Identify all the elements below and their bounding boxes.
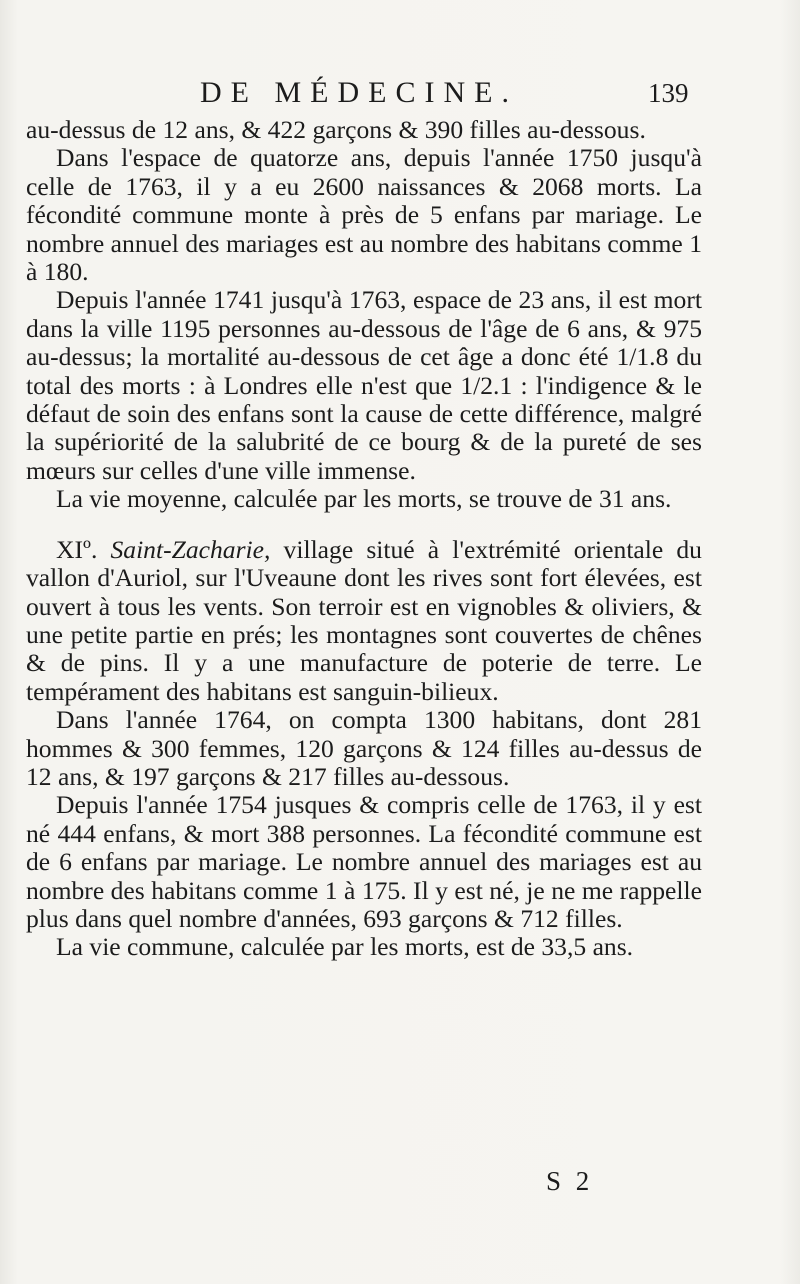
running-head <box>0 76 800 116</box>
paragraph-child-mortality: Depuis l'année 1741 jusqu'à 1763, espace de 23 ans, il est mort dans la ville 1195 personnes au-dessous de l'âge de 6 ans, & 975 au-dessus; la mortalité au-dessous de cet âge a donc été 1/1.8 du total des morts : à Londres elle n'est que 1/2.1 : l'indigence & le défaut de soin des enfans sont la cause de cette différence, malgré la supériorité de la salubrité de ce bourg & de la pureté de ses mœurs sur celles d'une ville immense. <box>26 285 702 485</box>
paragraph-births-1754-1763: Depuis l'année 1754 jusques & compris celle de 1763, il y est né 444 enfans, & mort 388 personnes. La fécondité commune est de 6 enfans par mariage. Le nombre annuel des mariages est au nombre des habitans comme 1 à 175. Il y est né, je ne me rappelle plus dans quel nombre d'années, 693 garçons & 712 filles. <box>26 790 702 933</box>
body-text <box>26 116 702 962</box>
paragraph-continuation: au-dessus de 12 ans, & 422 garçons & 390 filles au-dessous. <box>26 115 646 144</box>
page-number: 139 <box>648 78 689 108</box>
signature-mark: S 2 <box>546 1166 594 1196</box>
paragraph-common-life: La vie commune, calculée par les morts, est de 33,5 ans. <box>56 932 634 962</box>
section-number: XIº. <box>56 534 98 564</box>
paragraph-saint-zacharie <box>26 536 702 706</box>
paragraph-life-expectancy: La vie moyenne, calculée par les morts, se trouve de 31 ans. <box>56 484 672 514</box>
paragraph-births-deaths: Dans l'espace de quatorze ans, depuis l'année 1750 jusqu'à celle de 1763, il y a eu 2600 naissances & 2068 morts. La fécondité commune monte à près de 5 enfans par mariage. Le nombre annuel des mariages est au nombre des habitans comme 1 à 180. <box>26 143 702 287</box>
running-title: DE MÉDECINE. <box>200 76 518 109</box>
paragraph-population-1764: Dans l'année 1764, on compta 1300 habitans, dont 281 hommes & 300 femmes, 120 garçons & 124 filles au-dessus de 12 ans, & 197 garçons & 217 filles au-dessous. <box>26 705 702 791</box>
section-place-name: Saint-Zacharie, <box>110 534 271 564</box>
section-description: village situé à l'extrémité orientale du vallon d'Auriol, sur l'Uveaune dont les rives sont fort élevées, est ouvert à tous les vents. Son terroir est en vignobles & oliviers, & une petite partie en prés; les montagnes sont couvertes de chênes & de pins. Il y a une manufacture de poterie de terre. Le tempérament des habitans est sanguin-bilieux. <box>26 534 702 706</box>
